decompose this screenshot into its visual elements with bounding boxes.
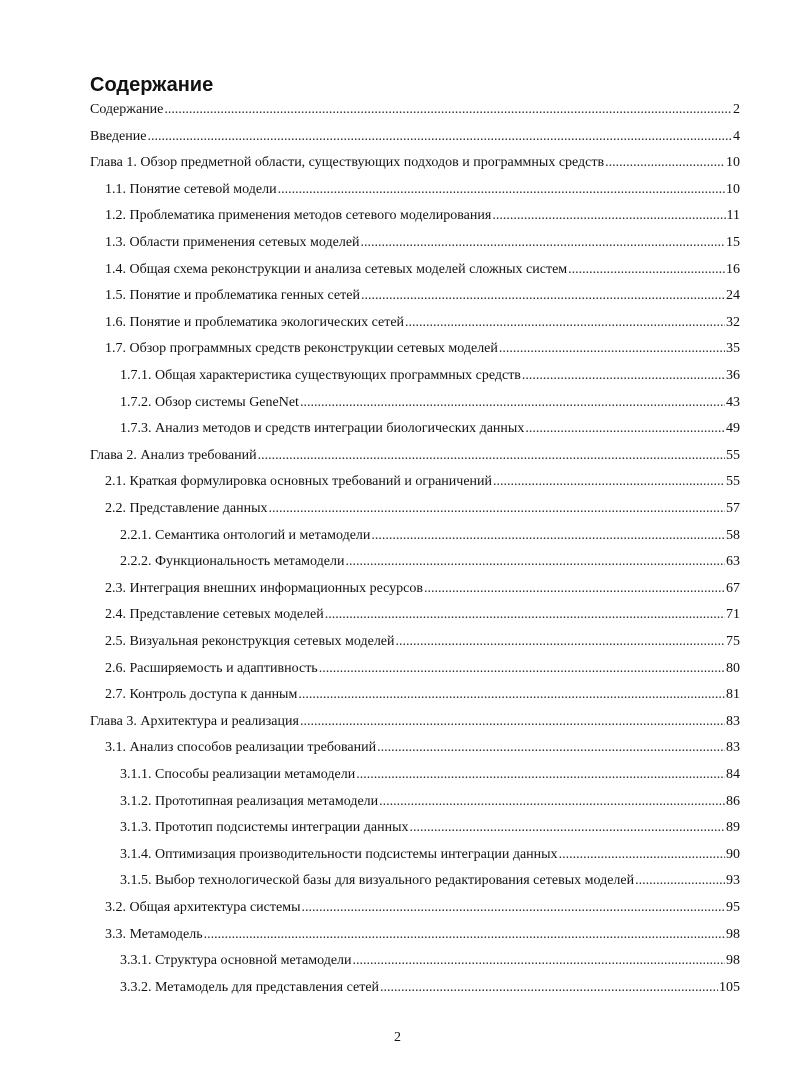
toc-entry-label: 2.2.1. Семантика онтологий и метамодели [120, 527, 371, 543]
toc-leader-dots [493, 474, 725, 490]
toc-entry-label: Глава 3. Архитектура и реализация [90, 713, 299, 729]
toc-entry-page: 2 [733, 102, 740, 117]
toc-entry-label: 2.2. Представление данных [105, 501, 268, 516]
toc-entry [90, 714, 740, 734]
toc-entry-page: 86 [726, 793, 740, 809]
toc-entry-label: 1.7. Обзор программных средств реконструкции сетевых моделей [105, 341, 498, 357]
toc-entry-page: 57 [726, 501, 740, 516]
toc-entry-label: 2.1. Краткая формулировка основных требований и ограничений [105, 474, 493, 490]
toc-entry [120, 794, 740, 814]
toc-entry-label: 3.3.1. Структура основной метамодели [120, 953, 352, 969]
toc-leader-dots [371, 528, 725, 544]
toc-entry-page: 84 [726, 767, 740, 782]
toc-entry [105, 315, 740, 335]
toc-entry-label: 2.5. Визуальная реконструкция сетевых моделей [105, 634, 395, 649]
toc-entry [105, 341, 740, 361]
toc-entry-page: 83 [726, 740, 740, 756]
toc-entry-page: 43 [726, 394, 740, 410]
toc-leader-dots [361, 288, 725, 304]
toc-leader-dots [568, 262, 725, 278]
toc-entry [105, 740, 740, 760]
toc-entry [90, 155, 740, 175]
toc-entry-page: 81 [726, 687, 740, 703]
toc-entry-label: 1.4. Общая схема реконструкции и анализа сетевых моделей сложных систем [105, 261, 568, 277]
toc-leader-dots [605, 155, 725, 171]
toc-leader-dots [302, 900, 726, 916]
toc-entry-page: 89 [726, 820, 740, 836]
toc-leader-dots [345, 554, 725, 570]
toc-entry [90, 448, 740, 468]
toc-entry-page: 49 [726, 421, 740, 437]
toc-entry [90, 102, 740, 122]
toc-entry-page: 11 [726, 208, 740, 224]
toc-entry-label: 2.4. Представление сетевых моделей [105, 607, 324, 623]
toc-entry-page: 98 [726, 926, 740, 942]
toc-entry-label: 1.2. Проблематика применения методов сетевого моделирования [105, 208, 492, 224]
toc-entry [105, 661, 740, 681]
toc-entry-page: 93 [726, 873, 740, 889]
page-number: 2 [394, 1030, 401, 1045]
toc-leader-dots [525, 421, 725, 437]
toc-entry-page: 95 [726, 900, 740, 915]
toc-entry-label: 1.7.2. Обзор системы GeneNet [120, 394, 299, 410]
toc-leader-dots [377, 740, 725, 756]
toc-leader-dots [522, 368, 725, 384]
toc-leader-dots [298, 687, 725, 703]
toc-leader-dots [559, 847, 725, 863]
toc-entry-label: 3.1.1. Способы реализации метамодели [120, 767, 356, 782]
toc-leader-dots [405, 315, 725, 331]
toc-leader-dots [424, 581, 725, 597]
toc-entry-page: 15 [726, 235, 740, 250]
toc-entry-page: 58 [726, 527, 740, 543]
toc-leader-dots [300, 714, 725, 730]
toc-leader-dots [379, 794, 725, 810]
toc-leader-dots [278, 182, 725, 198]
toc-entry-page: 10 [726, 181, 740, 197]
toc-entry-label: 1.6. Понятие и проблематика экологических сетей [105, 314, 405, 330]
toc-entry [105, 634, 740, 654]
toc-leader-dots [409, 820, 725, 836]
toc-entry-label: Содержание [90, 102, 164, 117]
toc-entry-label: 3.1.2. Прототипная реализация метамодели [120, 793, 379, 809]
toc-entry [105, 474, 740, 494]
toc-entry [105, 687, 740, 707]
toc-entry [105, 182, 740, 202]
toc-entry-label: Глава 2. Анализ требований [90, 447, 257, 463]
toc-entry-page: 71 [726, 607, 740, 623]
toc-leader-dots [396, 634, 725, 650]
toc-entry [105, 607, 740, 627]
toc-leader-dots [499, 341, 725, 357]
toc-entry [120, 953, 740, 973]
toc-entry-label: 3.2. Общая архитектура системы [105, 900, 301, 915]
toc-entry-label: 2.6. Расширяемость и адаптивность [105, 660, 318, 676]
toc-entry-label: 1.7.1. Общая характеристика существующих программных средств [120, 368, 521, 383]
toc-entry-page: 4 [733, 128, 740, 144]
toc-entry [120, 368, 740, 388]
toc-entry-label: 1.7.3. Анализ методов и средств интеграции биологических данных [120, 421, 525, 437]
toc-entry-label: 2.3. Интеграция внешних информационных ресурсов [105, 580, 424, 596]
toc-entry-label: 3.3.2. Метамодель для представления сетей [120, 979, 380, 995]
toc-entry [105, 900, 740, 920]
toc-entry [120, 421, 740, 441]
toc-entry [120, 395, 740, 415]
toc-entry-page: 36 [726, 368, 740, 383]
toc-entry-label: 3.1.5. Выбор технологической базы для визуального редактирования сетевых моделей [120, 873, 635, 889]
toc-entry [120, 767, 740, 787]
toc-entry [105, 262, 740, 282]
toc-entry-label: 1.1. Понятие сетевой модели [105, 181, 277, 197]
toc-entry [105, 581, 740, 601]
toc-entry-label: 1.5. Понятие и проблематика генных сетей [105, 288, 360, 304]
page-title: Содержание [90, 74, 214, 96]
toc-entry-page: 55 [726, 447, 740, 463]
toc-entry-page: 16 [726, 261, 740, 277]
toc-entry [120, 980, 740, 1000]
toc-entry [105, 288, 740, 308]
toc-leader-dots [361, 235, 725, 251]
toc-entry-page: 67 [726, 580, 740, 596]
toc-entry-label: 3.1.4. Оптимизация производительности подсистемы интеграции данных [120, 846, 558, 862]
toc-entry [120, 554, 740, 574]
toc-entry-label: 3.1. Анализ способов реализации требований [105, 740, 377, 756]
toc-entry-page: 98 [726, 953, 740, 969]
toc-leader-dots [269, 501, 725, 517]
toc-leader-dots [353, 953, 725, 969]
toc-entry-page: 105 [719, 979, 740, 995]
toc-entry-label: 3.1.3. Прототип подсистемы интеграции данных [120, 820, 409, 836]
toc-entry-page: 63 [726, 554, 740, 570]
toc-entry-label: 2.2.2. Функциональность метамодели [120, 554, 345, 570]
toc-entry [90, 129, 740, 149]
toc-leader-dots [492, 208, 725, 224]
toc-entry [120, 528, 740, 548]
toc-entry-page: 80 [726, 660, 740, 676]
toc-entry [105, 501, 740, 521]
toc-entry-label: Глава 1. Обзор предметной области, существующих подходов и программных средств [90, 155, 605, 171]
toc-entry-label: 2.7. Контроль доступа к данным [105, 687, 298, 703]
toc-leader-dots [325, 607, 725, 623]
toc-entry-page: 35 [726, 341, 740, 357]
toc-leader-dots [258, 448, 725, 464]
toc-entry [105, 927, 740, 947]
toc-leader-dots [164, 102, 732, 118]
toc-entry-page: 24 [726, 288, 740, 304]
toc-leader-dots [356, 767, 725, 783]
toc-leader-dots [204, 927, 725, 943]
toc-entry-page: 75 [726, 634, 740, 649]
toc-entry-label: 3.3. Метамодель [105, 926, 203, 942]
toc-leader-dots [147, 129, 732, 145]
toc-entry [120, 820, 740, 840]
toc-leader-dots [300, 395, 725, 411]
toc-entry-page: 83 [726, 713, 740, 729]
toc-leader-dots [635, 873, 725, 889]
toc-entry-label: 1.3. Области применения сетевых моделей [105, 235, 360, 250]
toc-entry [105, 208, 740, 228]
toc-entry-label: Введение [90, 128, 147, 144]
toc-entry [120, 873, 740, 893]
toc-leader-dots [380, 980, 718, 996]
toc-entry [105, 235, 740, 255]
toc-entry-page: 55 [726, 474, 740, 490]
toc-entry-page: 10 [726, 155, 740, 171]
toc-entry [120, 847, 740, 867]
toc-leader-dots [319, 661, 725, 677]
toc-entry-page: 32 [726, 314, 740, 330]
toc-entry-page: 90 [726, 846, 740, 862]
